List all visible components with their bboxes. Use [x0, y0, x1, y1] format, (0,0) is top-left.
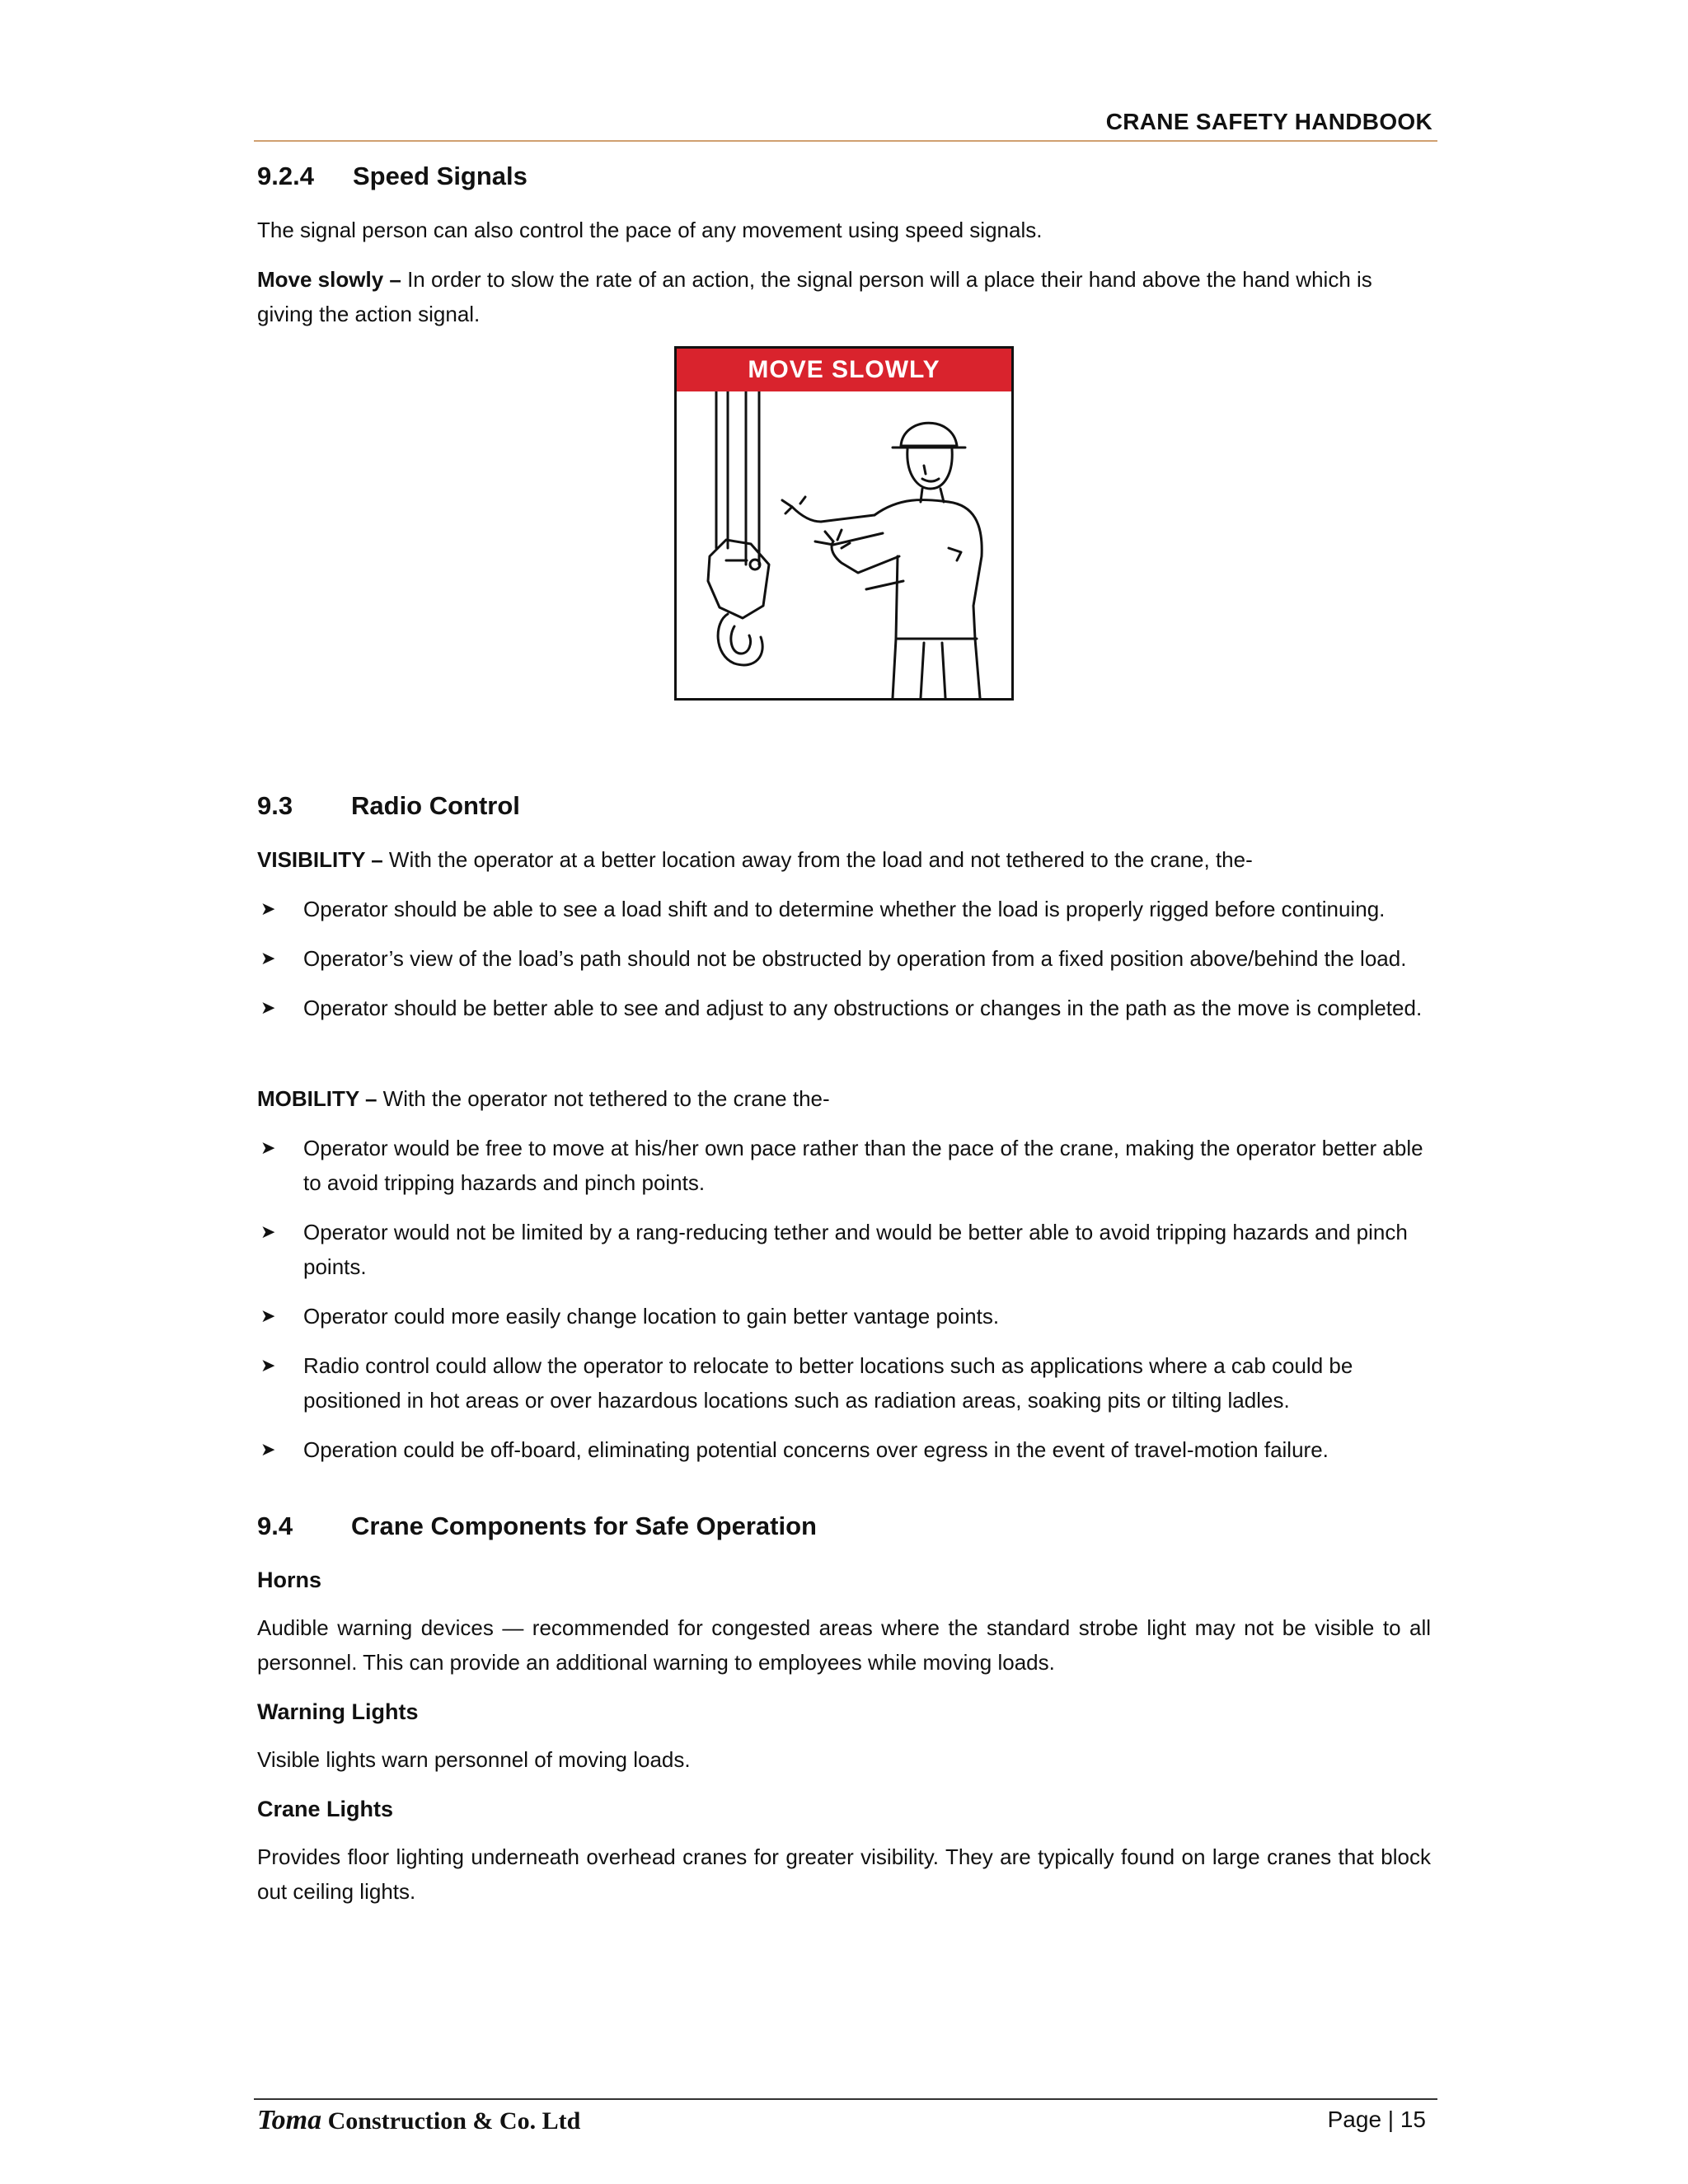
- footer-rule: [254, 2098, 1437, 2100]
- visibility-label: VISIBILITY –: [257, 847, 383, 872]
- horns-heading: Horns: [257, 1568, 322, 1592]
- arrowhead-bullet-icon: ➤: [260, 1137, 276, 1158]
- header-title: CRANE SAFETY HANDBOOK: [1105, 109, 1432, 134]
- list-item-text: Operator would be free to move at his/her own pace rather than the pace of the crane, making the operator better able to avoid tripping hazards and pinch points.: [303, 1136, 1423, 1195]
- list-item-text: Operator should be better able to see and adjust to any obstructions or changes in the path as the move is completed.: [303, 996, 1423, 1020]
- arrowhead-bullet-icon: ➤: [260, 1355, 276, 1376]
- list-item: [257, 941, 1431, 976]
- section-924-heading: [257, 162, 1431, 191]
- move-slowly-figure: [674, 346, 1014, 701]
- list-item-text: Radio control could allow the operator to relocate to better locations such as applications where a cab could be positioned in hot areas or over hazardous locations such as radiation areas, soaking pits or tilting ladles.: [303, 1353, 1353, 1413]
- list-item-text: Operator’s view of the load’s path should not be obstructed by operation from a fixed position above/behind the load.: [303, 946, 1407, 971]
- section-title: Crane Components for Safe Operation: [351, 1511, 817, 1540]
- list-item: [257, 1348, 1431, 1418]
- spacer: [257, 1040, 1431, 1081]
- list-item: [257, 1432, 1431, 1467]
- figure-wrap: [257, 346, 1431, 701]
- footer-brand: Toma: [257, 2105, 322, 2135]
- arrowhead-bullet-icon: ➤: [260, 898, 276, 919]
- page-content: [257, 162, 1431, 1924]
- speed-signals-intro: The signal person can also control the pace of any movement using speed signals.: [257, 218, 1043, 242]
- list-item-text: Operator would not be limited by a rang-reducing tether and would be better able to avoid tripping hazards and pinch points.: [303, 1220, 1408, 1279]
- section-number: 9.4: [257, 1511, 293, 1540]
- list-item-text: Operator could more easily change location to gain better vantage points.: [303, 1304, 1000, 1329]
- section-93-heading: [257, 791, 1431, 821]
- footer-company: [257, 2105, 580, 2136]
- header-rule: [254, 140, 1437, 142]
- arrowhead-bullet-icon: ➤: [260, 948, 276, 968]
- section-number: 9.2.4: [257, 162, 314, 190]
- list-item: [257, 1131, 1431, 1200]
- section-title: Speed Signals: [353, 162, 528, 190]
- list-item-text: Operation could be off-board, eliminating potential concerns over egress in the event of travel-motion failure.: [303, 1437, 1329, 1462]
- arrowhead-bullet-icon: ➤: [260, 997, 276, 1018]
- list-item-text: Operator should be able to see a load shift and to determine whether the load is properly rigged before continuing.: [303, 897, 1386, 921]
- crane-lights-heading: Crane Lights: [257, 1797, 394, 1821]
- section-94-heading: [257, 1511, 1431, 1541]
- figure-banner: MOVE SLOWLY: [677, 349, 1011, 391]
- section-title: Radio Control: [351, 791, 520, 820]
- footer-company-name: Construction & Co. Ltd: [321, 2107, 581, 2135]
- mobility-paragraph: [257, 1081, 1431, 1116]
- spacer: [257, 1482, 1431, 1511]
- warning-lights-text: Visible lights warn personnel of moving loads.: [257, 1747, 691, 1772]
- horns-text: Audible warning devices — recommended for congested areas where the standard strobe light may not be visible to all personnel. This can provide an additional warning to employees while moving loads.: [257, 1615, 1431, 1675]
- list-item: [257, 892, 1431, 926]
- move-slowly-label: Move slowly –: [257, 267, 401, 292]
- warning-lights-heading: Warning Lights: [257, 1699, 419, 1724]
- list-item: [257, 991, 1431, 1025]
- arrowhead-bullet-icon: ➤: [260, 1439, 276, 1460]
- mobility-text: With the operator not tethered to the crane the-: [377, 1086, 830, 1111]
- list-item: [257, 1215, 1431, 1284]
- section-number: 9.3: [257, 791, 293, 820]
- page-number: Page | 15: [1327, 2107, 1426, 2132]
- visibility-paragraph: [257, 842, 1431, 877]
- move-slowly-paragraph: [257, 262, 1431, 331]
- arrowhead-bullet-icon: ➤: [260, 1221, 276, 1242]
- visibility-list: [257, 892, 1431, 1025]
- mobility-label: MOBILITY –: [257, 1086, 377, 1111]
- arrowhead-bullet-icon: ➤: [260, 1305, 276, 1326]
- move-slowly-text: In order to slow the rate of an action, the signal person will a place their hand above the hand which is giving the action signal.: [257, 267, 1372, 326]
- visibility-text: With the operator at a better location away from the load and not tethered to the crane, the-: [382, 847, 1253, 872]
- list-item: [257, 1299, 1431, 1333]
- signal-person-illustration: [677, 391, 1011, 698]
- crane-lights-text: Provides floor lighting underneath overhead cranes for greater visibility. They are typically found on large cranes that block out ceiling lights.: [257, 1844, 1431, 1904]
- mobility-list: [257, 1131, 1431, 1467]
